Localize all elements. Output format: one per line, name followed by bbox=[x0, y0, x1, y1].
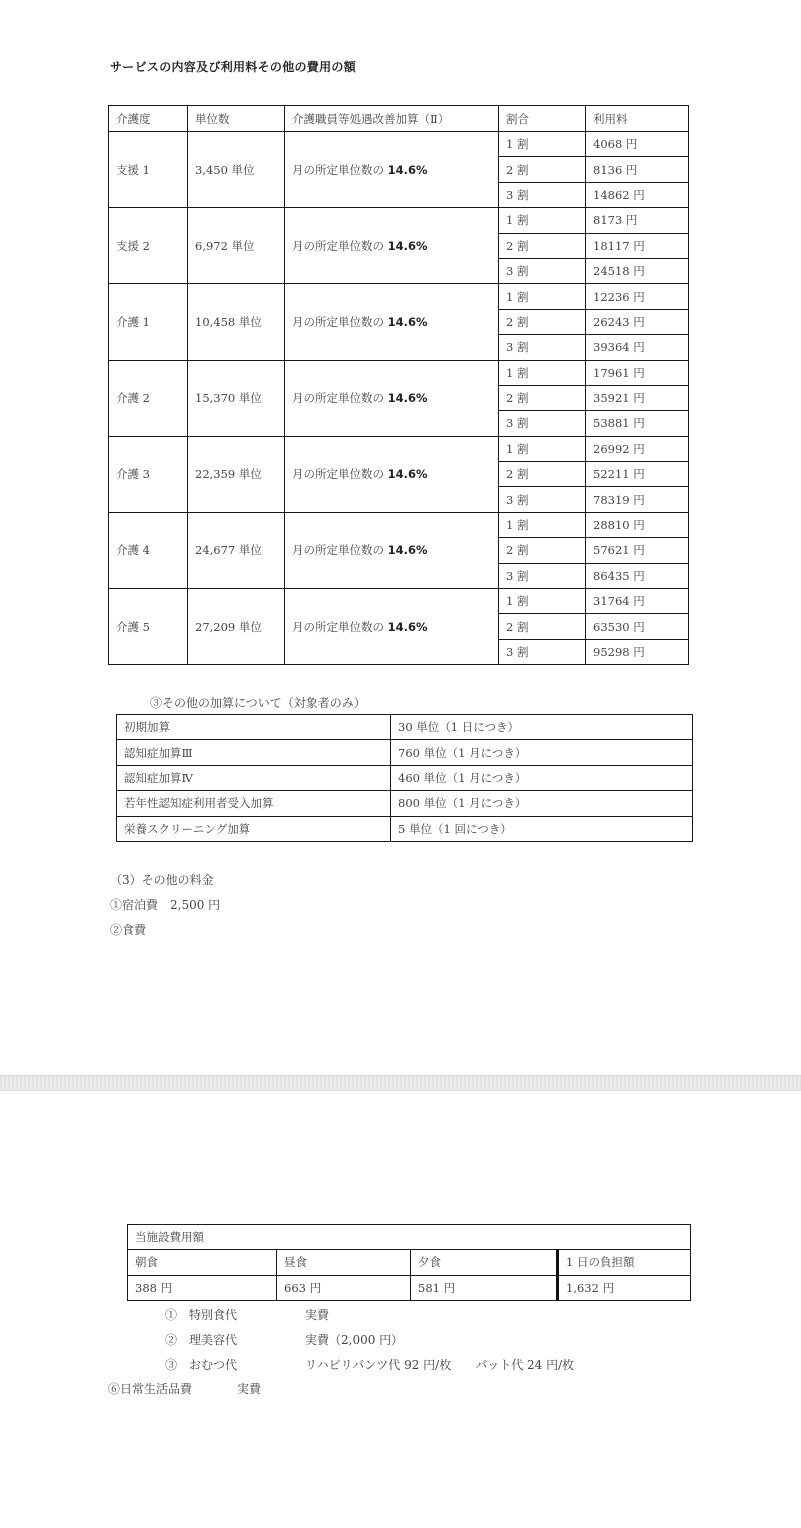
addition-value: 30 単位（1 日につき） bbox=[391, 715, 693, 740]
diaper-value: リハビリパンツ代 92 円/枚 パット代 24 円/枚 bbox=[305, 1358, 575, 1372]
care-level-cell: 介護 4 bbox=[109, 512, 188, 588]
table-row bbox=[109, 284, 689, 309]
fee-cell: 24518 円 bbox=[586, 258, 689, 283]
addition-value: 800 単位（1 月につき） bbox=[391, 791, 693, 816]
care-level-cell: 支援 2 bbox=[109, 208, 188, 284]
units-cell: 10,458 単位 bbox=[188, 284, 285, 360]
header-dinner: 夕食 bbox=[411, 1250, 558, 1275]
addition-name: 若年性認知症利用者受入加算 bbox=[117, 791, 391, 816]
addition-cell bbox=[285, 436, 499, 512]
page-separator bbox=[0, 1075, 801, 1091]
fee-cell: 14862 円 bbox=[586, 182, 689, 207]
ratio-cell: 1 割 bbox=[499, 589, 586, 614]
table-row bbox=[117, 816, 693, 841]
addition-rate: 14.6% bbox=[387, 314, 428, 329]
meal-table-value-row bbox=[128, 1275, 691, 1300]
ratio-cell: 3 割 bbox=[499, 639, 586, 664]
fee-cell: 39364 円 bbox=[586, 335, 689, 360]
addition-cell bbox=[285, 132, 499, 208]
fee-cell: 31764 円 bbox=[586, 589, 689, 614]
value-lunch: 663 円 bbox=[277, 1275, 411, 1300]
addition-rate: 14.6% bbox=[387, 162, 428, 177]
meal-table-caption: 当施設費用額 bbox=[128, 1225, 691, 1250]
ratio-cell: 2 割 bbox=[499, 385, 586, 410]
ratio-cell: 2 割 bbox=[499, 233, 586, 258]
care-level-cell: 支援 1 bbox=[109, 132, 188, 208]
header-breakfast: 朝食 bbox=[128, 1250, 277, 1275]
units-cell: 27,209 単位 bbox=[188, 589, 285, 665]
addition-value: 460 単位（1 月につき） bbox=[391, 765, 693, 790]
header-care-level: 介護度 bbox=[109, 106, 188, 132]
special-meal-value: 実費 bbox=[305, 1308, 330, 1322]
header-ratio: 割合 bbox=[499, 106, 586, 132]
header-addition: 介護職員等処遇改善加算（Ⅱ） bbox=[285, 106, 499, 132]
units-cell: 15,370 単位 bbox=[188, 360, 285, 436]
addition-prefix: 月の所定単位数の bbox=[292, 238, 388, 253]
ratio-cell: 2 割 bbox=[499, 462, 586, 487]
table-row bbox=[109, 208, 689, 233]
addition-prefix: 月の所定単位数の bbox=[292, 543, 388, 558]
ratio-cell: 3 割 bbox=[499, 563, 586, 588]
header-fee: 利用料 bbox=[586, 106, 689, 132]
addition-prefix: 月の所定単位数の bbox=[292, 467, 388, 482]
table-row bbox=[109, 436, 689, 461]
fee-cell: 4068 円 bbox=[586, 132, 689, 157]
fee-cell: 12236 円 bbox=[586, 284, 689, 309]
fee-cell: 95298 円 bbox=[586, 639, 689, 664]
additions-heading: ③その他の加算について（対象者のみ） bbox=[150, 696, 366, 710]
fee-cell: 53881 円 bbox=[586, 411, 689, 436]
addition-rate: 14.6% bbox=[387, 467, 428, 482]
daily-goods-label: ⑥日常生活品費 bbox=[108, 1382, 193, 1396]
meal-table-caption-row bbox=[128, 1225, 691, 1250]
addition-cell bbox=[285, 360, 499, 436]
value-daily-total: 1,632 円 bbox=[558, 1275, 691, 1300]
fee-table-header bbox=[109, 106, 689, 132]
fee-cell: 52211 円 bbox=[586, 462, 689, 487]
other-fees-heading: （3）その他の料金 bbox=[110, 873, 214, 887]
addition-prefix: 月の所定単位数の bbox=[292, 391, 388, 406]
care-level-cell: 介護 1 bbox=[109, 284, 188, 360]
addition-cell bbox=[285, 284, 499, 360]
addition-name: 栄養スクリーニング加算 bbox=[117, 816, 391, 841]
addition-cell bbox=[285, 512, 499, 588]
table-row bbox=[117, 765, 693, 790]
fee-cell: 8136 円 bbox=[586, 157, 689, 182]
haircut-value: 実費（2,000 円） bbox=[305, 1333, 404, 1347]
addition-name: 認知症加算Ⅲ bbox=[117, 740, 391, 765]
addition-cell bbox=[285, 208, 499, 284]
fee-cell: 28810 円 bbox=[586, 512, 689, 537]
ratio-cell: 3 割 bbox=[499, 411, 586, 436]
care-level-cell: 介護 3 bbox=[109, 436, 188, 512]
table-row bbox=[117, 715, 693, 740]
value-breakfast: 388 円 bbox=[128, 1275, 277, 1300]
additions-table bbox=[116, 714, 693, 842]
ratio-cell: 2 割 bbox=[499, 157, 586, 182]
addition-prefix: 月の所定単位数の bbox=[292, 619, 388, 634]
fee-cell: 78319 円 bbox=[586, 487, 689, 512]
ratio-cell: 1 割 bbox=[499, 512, 586, 537]
fee-cell: 18117 円 bbox=[586, 233, 689, 258]
ratio-cell: 1 割 bbox=[499, 436, 586, 461]
table-row bbox=[109, 589, 689, 614]
addition-rate: 14.6% bbox=[387, 543, 428, 558]
fee-cell: 8173 円 bbox=[586, 208, 689, 233]
addition-name: 認知症加算Ⅳ bbox=[117, 765, 391, 790]
header-daily-total: 1 日の負担額 bbox=[558, 1250, 691, 1275]
addition-prefix: 月の所定単位数の bbox=[292, 162, 388, 177]
fee-cell: 17961 円 bbox=[586, 360, 689, 385]
ratio-cell: 3 割 bbox=[499, 335, 586, 360]
addition-rate: 14.6% bbox=[387, 391, 428, 406]
table-row bbox=[117, 740, 693, 765]
units-cell: 24,677 単位 bbox=[188, 512, 285, 588]
addition-rate: 14.6% bbox=[387, 619, 428, 634]
fee-cell: 35921 円 bbox=[586, 385, 689, 410]
care-level-cell: 介護 2 bbox=[109, 360, 188, 436]
ratio-cell: 2 割 bbox=[499, 309, 586, 334]
addition-value: 5 単位（1 回につき） bbox=[391, 816, 693, 841]
fee-cell: 86435 円 bbox=[586, 563, 689, 588]
ratio-cell: 3 割 bbox=[499, 258, 586, 283]
ratio-cell: 3 割 bbox=[499, 182, 586, 207]
page-title: サービスの内容及び利用料その他の費用の額 bbox=[110, 60, 357, 74]
units-cell: 6,972 単位 bbox=[188, 208, 285, 284]
ratio-cell: 2 割 bbox=[499, 614, 586, 639]
fee-cell: 26992 円 bbox=[586, 436, 689, 461]
addition-cell bbox=[285, 589, 499, 665]
addition-rate: 14.6% bbox=[387, 238, 428, 253]
fee-table bbox=[108, 105, 689, 665]
table-row bbox=[109, 132, 689, 157]
table-row bbox=[109, 360, 689, 385]
value-dinner: 581 円 bbox=[411, 1275, 558, 1300]
ratio-cell: 1 割 bbox=[499, 132, 586, 157]
ratio-cell: 2 割 bbox=[499, 538, 586, 563]
fee-cell: 57621 円 bbox=[586, 538, 689, 563]
haircut-label: ② 理美容代 bbox=[165, 1333, 238, 1347]
diaper-label: ③ おむつ代 bbox=[165, 1358, 238, 1372]
fee-cell: 63530 円 bbox=[586, 614, 689, 639]
ratio-cell: 3 割 bbox=[499, 487, 586, 512]
table-row bbox=[117, 791, 693, 816]
special-meal-label: ① 特別食代 bbox=[165, 1308, 238, 1322]
lodging-fee: ①宿泊費 2,500 円 bbox=[110, 898, 221, 912]
meal-fee-table bbox=[127, 1224, 691, 1301]
addition-value: 760 単位（1 月につき） bbox=[391, 740, 693, 765]
units-cell: 3,450 単位 bbox=[188, 132, 285, 208]
table-row bbox=[109, 512, 689, 537]
units-cell: 22,359 単位 bbox=[188, 436, 285, 512]
addition-name: 初期加算 bbox=[117, 715, 391, 740]
ratio-cell: 1 割 bbox=[499, 208, 586, 233]
ratio-cell: 1 割 bbox=[499, 360, 586, 385]
daily-goods-value: 実費 bbox=[237, 1382, 262, 1396]
fee-cell: 26243 円 bbox=[586, 309, 689, 334]
addition-prefix: 月の所定単位数の bbox=[292, 314, 388, 329]
header-lunch: 昼食 bbox=[277, 1250, 411, 1275]
meal-table-header-row bbox=[128, 1250, 691, 1275]
meals-label: ②食費 bbox=[110, 923, 147, 937]
ratio-cell: 1 割 bbox=[499, 284, 586, 309]
header-units: 単位数 bbox=[188, 106, 285, 132]
care-level-cell: 介護 5 bbox=[109, 589, 188, 665]
